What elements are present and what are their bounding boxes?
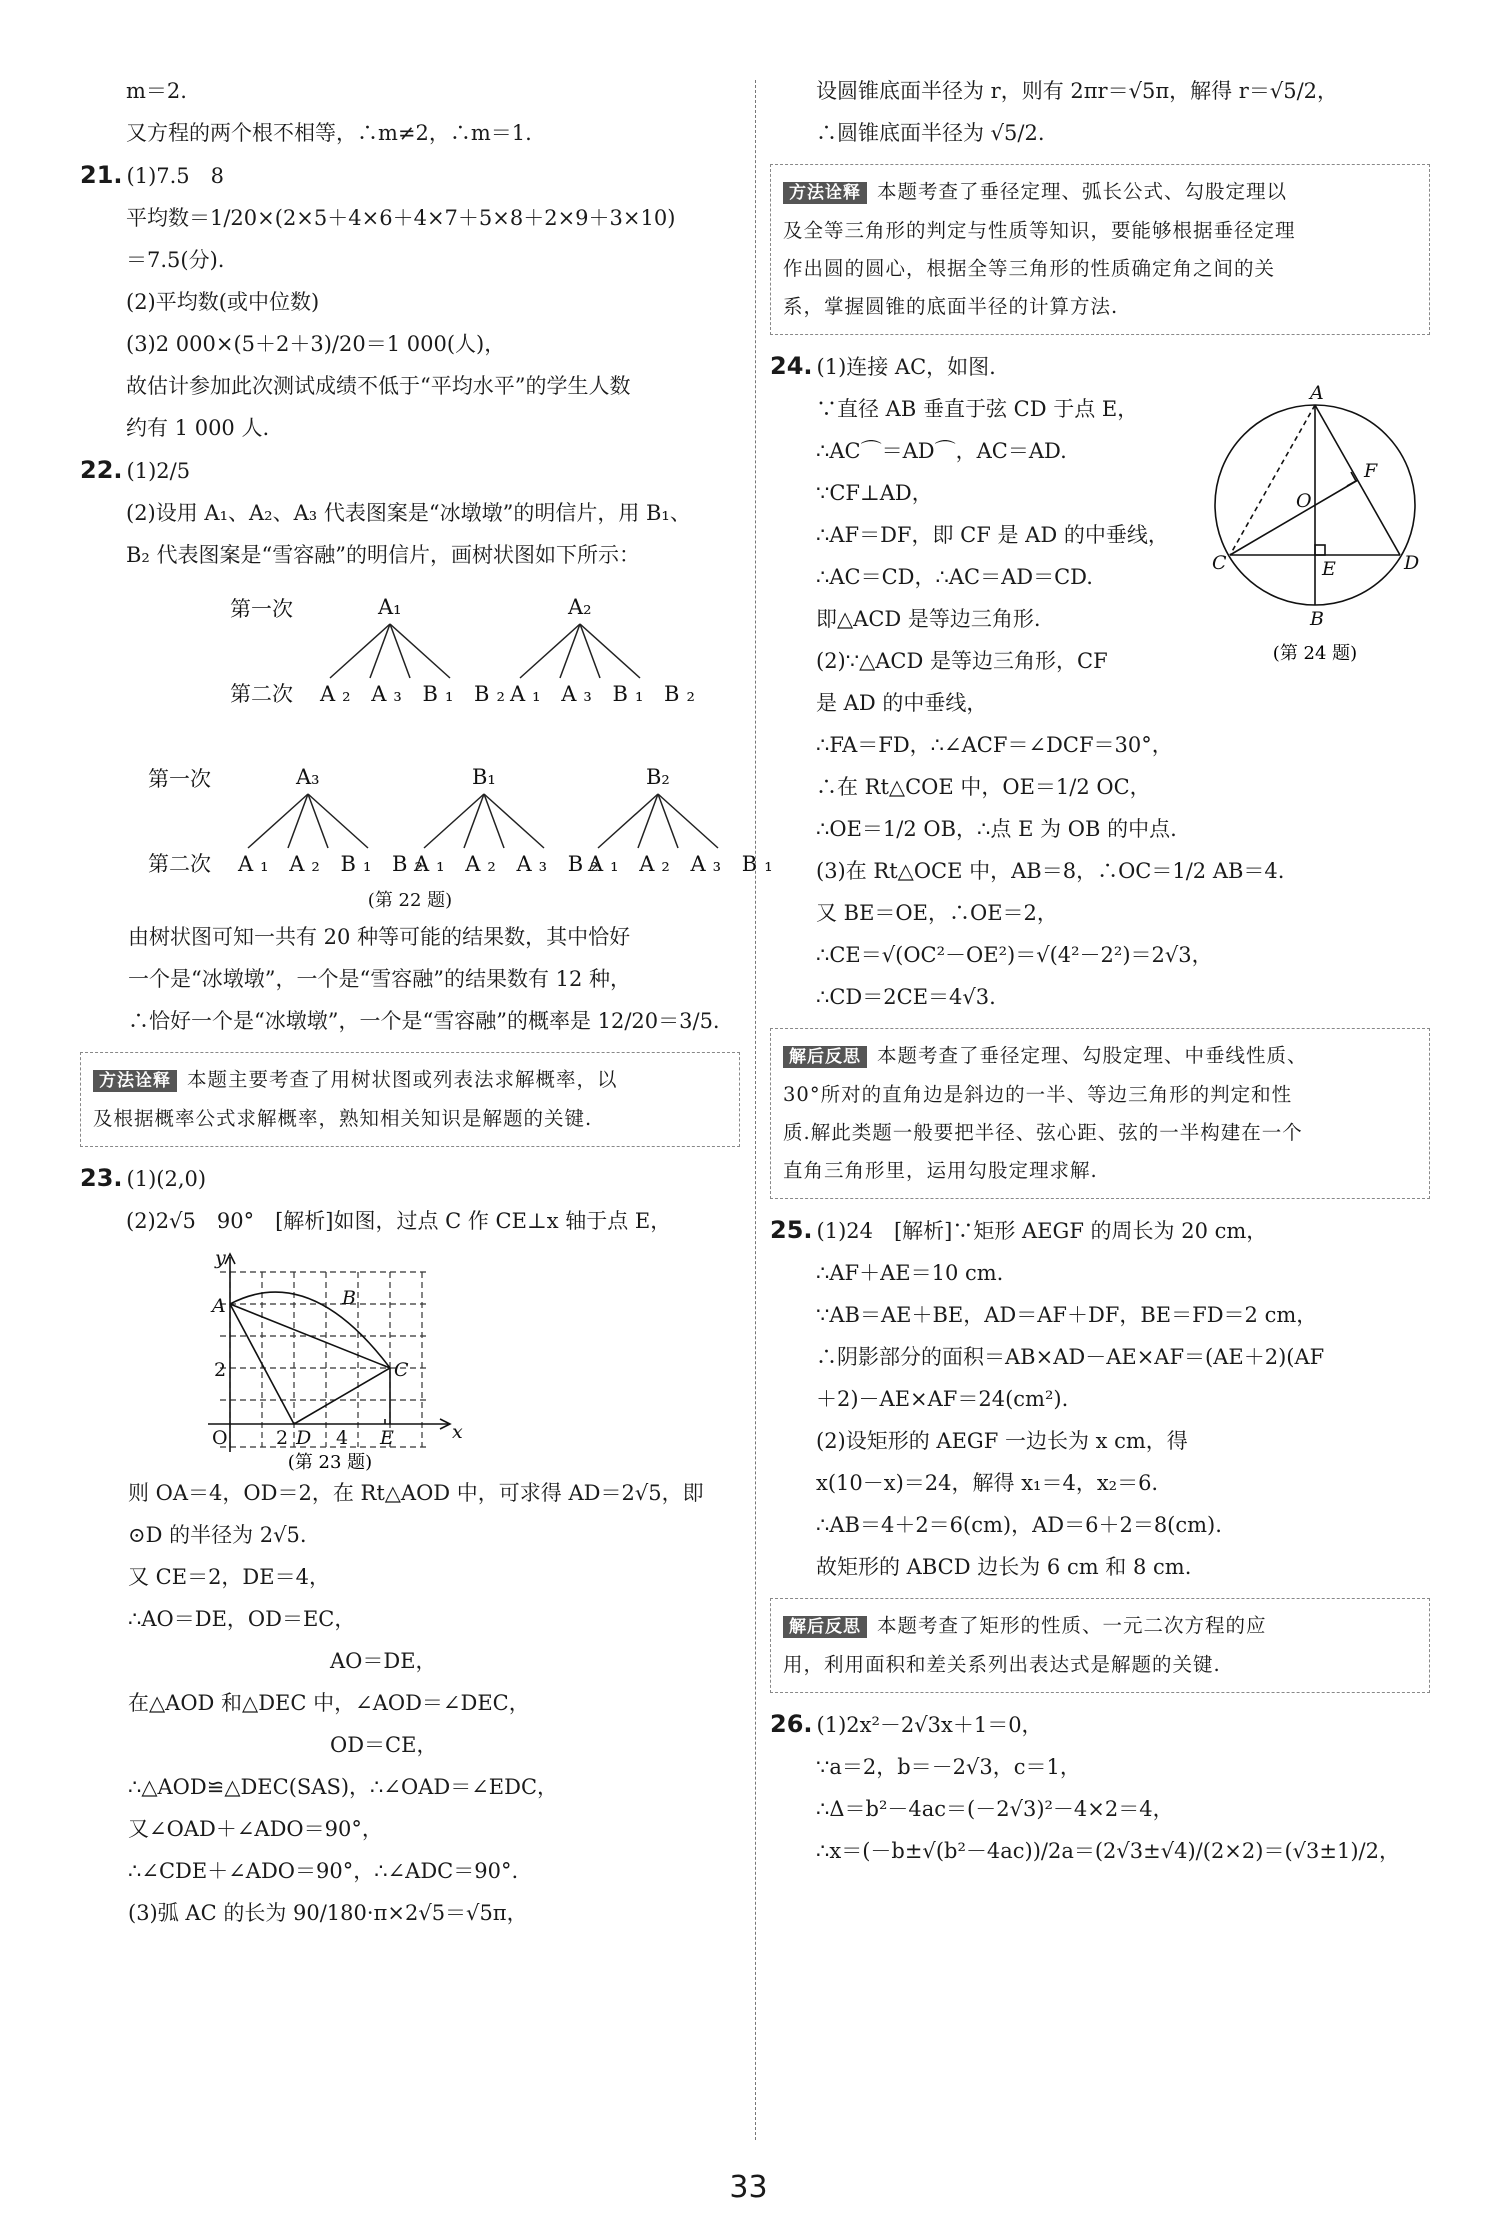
answer-line: 设圆锥底面半径为 r，则有 2πr＝√5π，解得 r＝√5/2， <box>816 79 1339 103</box>
answer-line: (2)平均数(或中位数) <box>126 290 320 314</box>
answer-line: 平均数＝1/20×(2×5＋4×6＋4×7＋5×8＋2×9＋3×10) <box>126 206 676 230</box>
answer-line: AO＝DE， <box>330 1649 437 1673</box>
tree-leaves: A₁ A₂ A₃ B₂ <box>414 852 606 876</box>
answer-line: 又 CE＝2，DE＝4， <box>128 1565 330 1589</box>
note-text: 系，掌握圆锥的底面半径的计算方法. <box>783 295 1119 318</box>
figure-caption: (第 22 题) <box>367 890 453 911</box>
answer-line: ∴恰好一个是“冰墩墩”，一个是“雪容融”的概率是 12/20＝3/5. <box>128 1009 720 1033</box>
answer-line: 由树状图可知一共有 20 种等可能的结果数，其中恰好 <box>128 925 631 949</box>
note-text: 本题考查了垂径定理、弧长公式、勾股定理以 <box>877 180 1288 203</box>
answer-line: 故矩形的 ABCD 边长为 6 cm 和 8 cm. <box>816 1555 1192 1579</box>
column-divider <box>755 80 756 2140</box>
question-number: 22. <box>80 456 123 484</box>
point-label: B <box>1310 608 1324 630</box>
answer-line: 又∠OAD＋∠ADO＝90°， <box>128 1817 383 1841</box>
tick-label: 2 <box>276 1427 289 1449</box>
answer-line: (2)∵△ACD 是等边三角形，CF <box>816 649 1108 673</box>
answer-line: ∴△AOD≌△DEC(SAS)，∴∠OAD＝∠EDC， <box>128 1775 559 1799</box>
answer-line: ∴阴影部分的面积＝AB×AD－AE×AF＝(AE＋2)(AF <box>816 1345 1325 1369</box>
circle-figure-24 <box>1210 375 1420 675</box>
answer-line: ∴AB＝4＋2＝6(cm)，AD＝6＋2＝8(cm). <box>816 1513 1222 1537</box>
point-label: A <box>1310 382 1324 404</box>
point-label: B <box>342 1287 356 1309</box>
question-number: 23. <box>80 1164 123 1192</box>
reflection-note-box <box>770 1598 1430 1693</box>
answer-line: (2)设矩形的 AEGF 一边长为 x cm，得 <box>816 1429 1188 1453</box>
tick-label: 2 <box>214 1359 227 1381</box>
answer-line: ∴AC＝CD，∴AC＝AD＝CD. <box>816 565 1093 589</box>
note-text: 本题考查了垂径定理、勾股定理、中垂线性质、 <box>877 1044 1308 1067</box>
answer-line: 是 AD 的中垂线， <box>816 691 988 715</box>
tree-root: B₂ <box>646 765 670 789</box>
q24-block <box>770 345 1430 1018</box>
axis-label-y: y <box>215 1247 226 1269</box>
note-tag: 解后反思 <box>783 1046 867 1068</box>
note-text: 及全等三角形的判定与性质等知识，要能够根据垂径定理 <box>783 219 1296 242</box>
answer-line: 一个是“冰墩墩”，一个是“雪容融”的结果数有 12 种， <box>128 967 632 991</box>
answer-line: ∴Δ＝b²－4ac＝(－2√3)²－4×2＝4， <box>816 1797 1174 1821</box>
point-label: E <box>380 1427 394 1449</box>
point-label: F <box>1364 460 1378 482</box>
right-column <box>770 70 1430 1872</box>
answer-line: (3)在 Rt△OCE 中，AB＝8，∴OC＝1/2 AB＝4. <box>816 859 1285 883</box>
answer-line: (1)连接 AC，如图. <box>816 355 996 379</box>
tick-label: 4 <box>336 1427 349 1449</box>
answer-line: (2)设用 A₁、A₂、A₃ 代表图案是“冰墩墩”的明信片，用 B₁、 <box>126 501 691 525</box>
answer-line: ∴∠CDE＋∠ADO＝90°，∴∠ADC＝90°. <box>128 1859 519 1883</box>
answer-line: ∵CF⊥AD， <box>816 481 933 505</box>
reflection-note-box <box>770 1028 1430 1199</box>
left-column <box>80 70 780 1934</box>
answer-line: OD＝CE， <box>330 1733 438 1757</box>
answer-line: ∵直径 AB 垂直于弦 CD 于点 E， <box>816 397 1139 421</box>
tree-leaves: A₁ A₂ A₃ B₁ <box>588 852 780 876</box>
answer-line: (3)弧 AC 的长为 90/180·π×2√5＝√5π， <box>128 1901 528 1925</box>
note-text: 用，利用面积和差关系列出表达式是解题的关键. <box>783 1653 1221 1676</box>
answer-line: ∴AF＝DF，即 CF 是 AD 的中垂线， <box>816 523 1169 547</box>
tree-root: A₁ <box>378 595 402 619</box>
answer-line: ∵a＝2，b＝－2√3，c＝1， <box>816 1755 1081 1779</box>
answer-line: ∵AB＝AE＋BE，AD＝AF＋DF，BE＝FD＝2 cm， <box>816 1303 1318 1327</box>
answer-line: 则 OA＝4，OD＝2，在 Rt△AOD 中，可求得 AD＝2√5，即 <box>128 1481 704 1505</box>
answer-line: ⊙D 的半径为 2√5. <box>128 1523 307 1547</box>
question-number: 26. <box>770 1710 813 1738</box>
question-number: 25. <box>770 1216 813 1244</box>
note-tag: 方法诠释 <box>93 1070 177 1092</box>
figure-caption: (第 23 题) <box>287 1452 373 1473</box>
answer-line: ∴OE＝1/2 OB，∴点 E 为 OB 的中点. <box>816 817 1177 841</box>
point-label: D <box>296 1427 312 1449</box>
tree-root: A₂ <box>568 595 592 619</box>
tree-leaves: A₁ A₃ B₁ B₂ <box>510 682 702 706</box>
answer-line: 又 BE＝OE，∴OE＝2， <box>816 901 1058 925</box>
note-text: 直角三角形里，运用勾股定理求解. <box>783 1159 1098 1182</box>
answer-line: ∴在 Rt△COE 中，OE＝1/2 OC， <box>816 775 1151 799</box>
tree-root: A₃ <box>296 765 320 789</box>
answer-line: (2)2√5 90° [解析]如图，过点 C 作 CE⊥x 轴于点 E， <box>126 1209 672 1233</box>
axis-label-x: x <box>452 1421 463 1443</box>
answer-line: ＝7.5(分). <box>126 248 225 272</box>
answer-line: 在△AOD 和△DEC 中，∠AOD＝∠DEC， <box>128 1691 530 1715</box>
answer-line: x(10－x)＝24，解得 x₁＝4，x₂＝6. <box>816 1471 1159 1495</box>
tree-root: B₁ <box>472 765 496 789</box>
answer-line: ∴AF＋AE＝10 cm. <box>816 1261 1004 1285</box>
question-number: 24. <box>770 352 813 380</box>
note-text: 及根据概率公式求解概率，熟知相关知识是解题的关键. <box>93 1107 593 1130</box>
answer-line: ∴CE＝√(OC²－OE²)＝√(4²－2²)＝2√3， <box>816 943 1213 967</box>
answer-line: (1)2x²－2√3x＋1＝0， <box>816 1713 1043 1737</box>
note-text: 质.解此类题一般要把半径、弦心距、弦的一半构建在一个 <box>783 1121 1303 1144</box>
question-number: 21. <box>80 161 123 189</box>
answer-line: ∴圆锥底面半径为 √5/2. <box>816 121 1045 145</box>
answer-line: ∴AC⌒＝AD⌒，AC＝AD. <box>816 439 1067 463</box>
method-note-box <box>80 1052 740 1147</box>
answer-line: ＋2)－AE×AF＝24(cm²). <box>816 1387 1069 1411</box>
note-text: 本题主要考查了用树状图或列表法求解概率，以 <box>187 1068 618 1091</box>
point-label: A <box>212 1295 226 1317</box>
point-label: C <box>394 1359 409 1381</box>
tree-leaves: A₂ A₃ B₁ B₂ <box>320 682 512 706</box>
answer-line: B₂ 代表图案是“雪容融”的明信片，画树状图如下所示： <box>126 543 640 567</box>
point-label: D <box>1404 552 1420 574</box>
answer-line: ∴CD＝2CE＝4√3. <box>816 985 996 1009</box>
note-text: 30°所对的直角边是斜边的一半、等边三角形的判定和性 <box>783 1083 1293 1106</box>
note-tag: 方法诠释 <box>783 182 867 204</box>
tree-level-label: 第二次 <box>148 852 211 876</box>
answer-line: (3)2 000×(5＋2＋3)/20＝1 000(人)， <box>126 332 506 356</box>
answer-line: (1)2/5 <box>126 459 191 483</box>
answer-line: 即△ACD 是等边三角形. <box>816 607 1041 631</box>
note-tag: 解后反思 <box>783 1616 867 1638</box>
note-text: 本题考查了矩形的性质、一元二次方程的应 <box>877 1614 1267 1637</box>
answer-line: 约有 1 000 人. <box>126 416 270 440</box>
coordinate-figure-23 <box>80 1242 740 1472</box>
figure-caption: (第 24 题) <box>1272 643 1358 664</box>
tree-level-label: 第一次 <box>230 597 293 621</box>
point-label: C <box>1212 552 1227 574</box>
text-line: 又方程的两个根不相等，∴m≠2，∴m＝1. <box>126 121 532 145</box>
note-text: 作出圆的圆心，根据全等三角形的性质确定角之间的关 <box>783 257 1276 280</box>
page-number: 33 <box>729 2170 768 2205</box>
answer-line: (1)(2,0) <box>126 1167 207 1191</box>
point-label: O <box>1296 490 1312 512</box>
text-line: m＝2. <box>126 79 187 103</box>
tree-diagram <box>80 576 780 916</box>
answer-line: 故估计参加此次测试成绩不低于“平均水平”的学生人数 <box>126 374 631 398</box>
answer-line: ∴x＝(－b±√(b²－4ac))/2a＝(2√3±√4)/(2×2)＝(√3±1)/2， <box>816 1839 1400 1863</box>
tree-level-label: 第二次 <box>230 682 293 706</box>
answer-line: (1)24 [解析]∵矩形 AEGF 的周长为 20 cm， <box>816 1219 1268 1243</box>
tree-level-label: 第一次 <box>148 767 211 791</box>
method-note-box <box>770 164 1430 335</box>
answer-line: ∴AO＝DE，OD＝EC， <box>128 1607 356 1631</box>
answer-line: (1)7.5 8 <box>126 164 225 188</box>
tree-leaves: A₁ A₂ B₁ B₂ <box>238 852 430 876</box>
point-label: E <box>1322 558 1336 580</box>
answer-line: ∴FA＝FD，∴∠ACF＝∠DCF＝30°， <box>816 733 1173 757</box>
point-label: O <box>212 1427 228 1449</box>
